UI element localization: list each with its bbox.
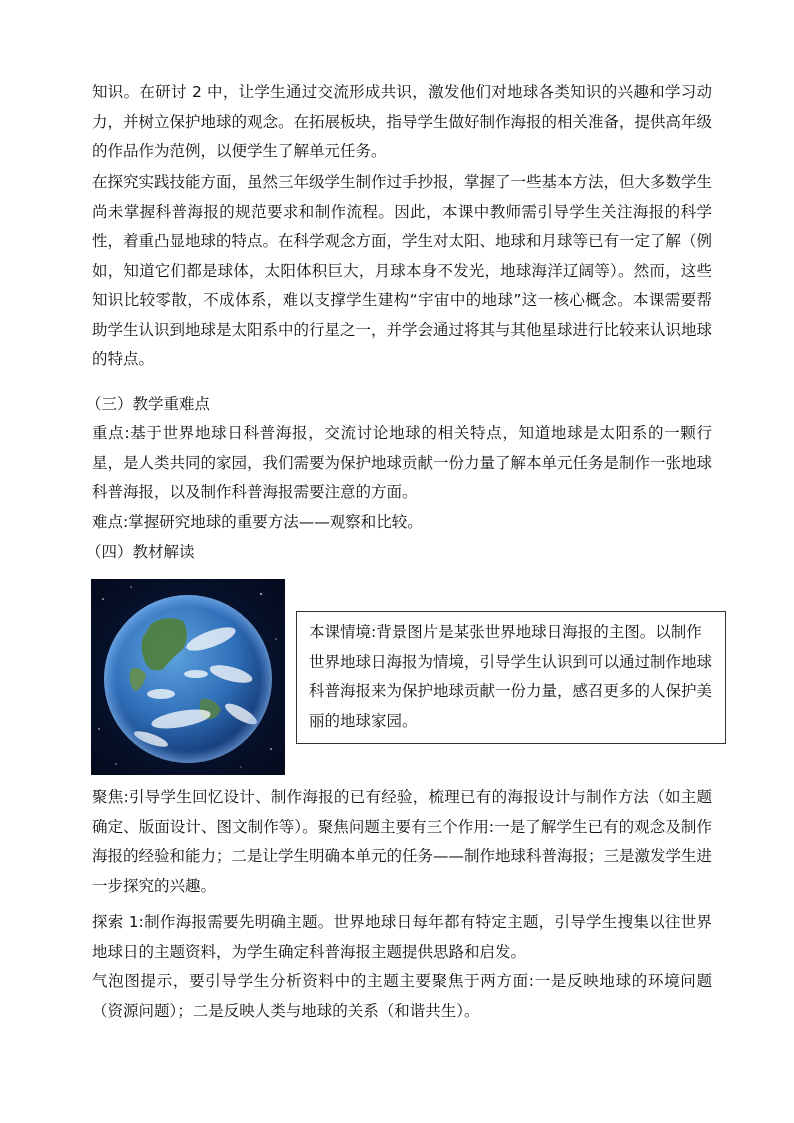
- paragraph-intro: 知识。在研讨 2 中，让学生通过交流形成共识，激发他们对地球各类知识的兴趣和学习动力，并树立保护地球的观念。在拓展板块，指导学生做好制作海报的相关准备，提供高年级的作品作为范例，以便学生了解单元任务。: [92, 83, 713, 160]
- section-heading-key-points: （三）教学重难点: [86, 395, 211, 413]
- paragraph-focus: 聚焦:引导学生回忆设计、制作海报的已有经验，梳理已有的海报设计与制作方法（如主题确定、版面设计、图文制作等）。聚焦问题主要有三个作用:一是了解学生已有的观念及制作海报的经验和能力；二是让学生明确本单元的任务——制作地球科普海报；三是激发学生进一步探究的兴趣。: [92, 788, 713, 895]
- paragraph-key-points: 重点:基于世界地球日科普海报，交流讨论地球的相关特点，知道地球是太阳系的一颗行星，是人类共同的家园，我们需要为保护地球贡献一份力量了解本单元任务是制作一张地球科普海报，以及制作科普海报需要注意的方面。: [92, 424, 713, 501]
- earth-image: [91, 579, 285, 775]
- paragraph-difficulty: 难点:掌握研究地球的重要方法——观察和比较。: [92, 513, 423, 531]
- context-callout-box: [296, 611, 726, 744]
- paragraph-explore-1: 探索 1:制作海报需要先明确主题。世界地球日每年都有特定主题，引导学生搜集以往世界地球日的主题资料，为学生确定科普海报主题提供思路和启发。: [92, 913, 712, 961]
- callout-text: 本课情境:背景图片是某张世界地球日海报的主图。以制作世界地球日海报为情境，引导学生认识到可以通过制作地球科普海报来为保护地球贡献一份力量，感召更多的人保护美丽的地球家园。: [309, 623, 713, 730]
- section-heading-textbook: （四）教材解读: [86, 543, 195, 561]
- paragraph-skills: 在探究实践技能方面，虽然三年级学生制作过手抄报，掌握了一些基本方法，但大多数学生尚未掌握科普海报的规范要求和制作流程。因此，本课中教师需引导学生关注海报的科学性，着重凸显地球的特点。在科学观念方面，学生对太阳、地球和月球等已有一定了解（例如，知道它们都是球体，太阳体积巨大，月球本身不发光，地球海洋辽阔等）。然而，这些知识比较零散，不成体系，难以支撑学生建构“宇宙中的地球”这一核心概念。本课需要帮助学生认识到地球是太阳系中的行星之一，并学会通过将其与其他星球进行比较来认识地球的特点。: [92, 173, 713, 368]
- earth-globe-icon: [91, 579, 285, 775]
- paragraph-bubble-hint: 气泡图提示，要引导学生分析资料中的主题主要聚焦于两方面:一是反映地球的环境问题（资源问题）；二是反映人类与地球的关系（和谐共生）。: [92, 972, 712, 1020]
